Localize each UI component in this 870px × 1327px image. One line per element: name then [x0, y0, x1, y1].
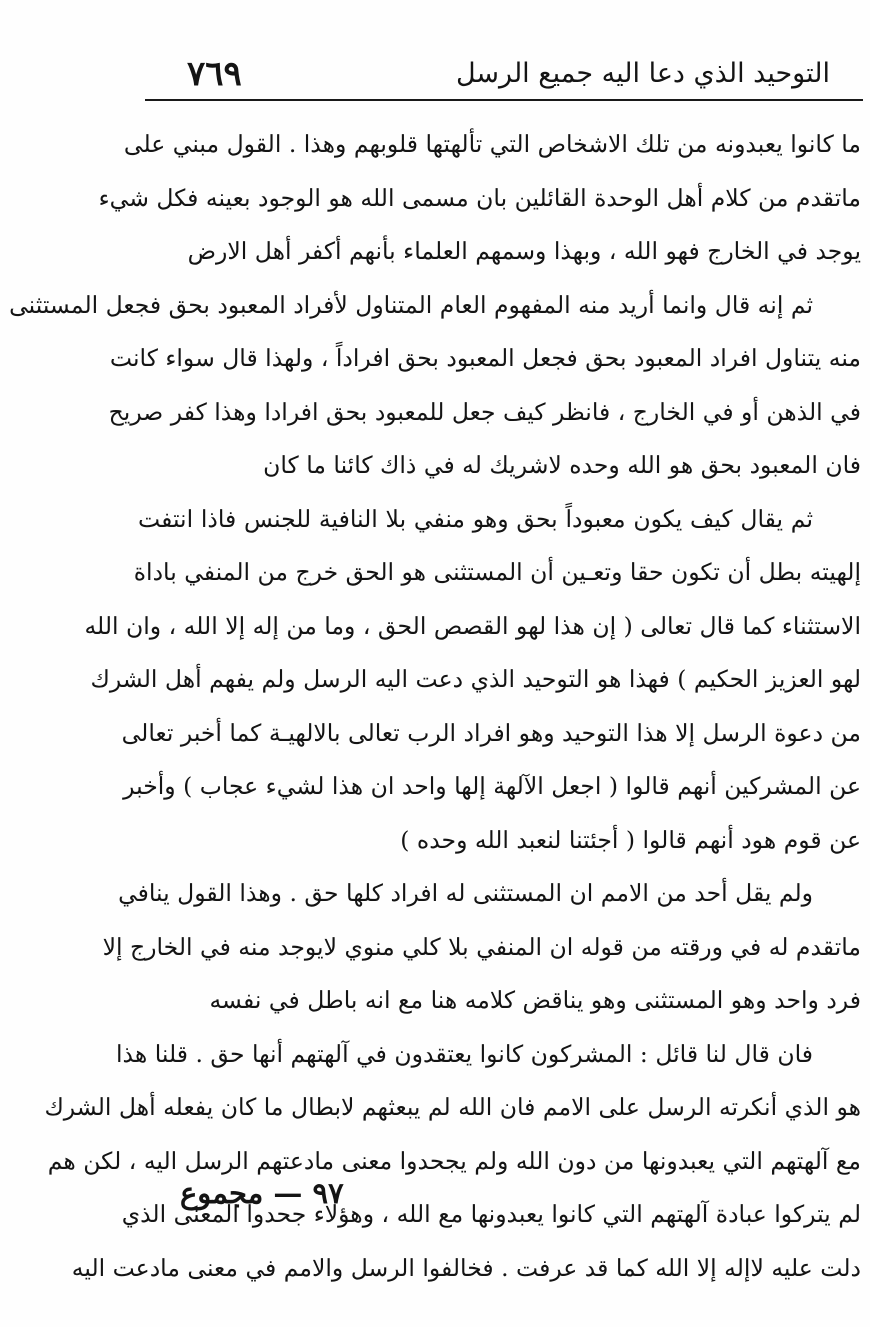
- text-line: هو الذي أنكرته الرسل على الامم فان الله لم يبعثهم لابطال ما كان يفعله أهل الشرك: [44, 1093, 861, 1121]
- text-line: من دعوة الرسل إلا هذا التوحيد وهو افراد الرب تعالى بالالهيـة كما أخبر تعالى: [121, 718, 861, 747]
- text-line: عن قوم هود أنهم قالوا ( أجئتنا لنعبد الله وحده ): [400, 825, 861, 854]
- text-line: إلهيته بطل أن تكون حقا وتعـين أن المستثنى هو الحق خرج من المنفي باداة: [133, 558, 861, 586]
- body-text: [9, 118, 861, 1295]
- text-line: ولم يقل أحد من الامم ان المستثنى له افراد كلها حق . وهذا القول ينافي: [118, 879, 813, 907]
- text-line: مع آلهتهم التي يعبدونها من دون الله ولم يجحدوا معنى مادعتهم الرسل اليه ، لكن هم: [47, 1146, 861, 1175]
- text-line: دلت عليه لاإله إلا الله كما قد عرفت . فخالفوا الرسل والامم في معنى مادعت اليه: [71, 1253, 861, 1282]
- text-line: عن المشركين أنهم قالوا ( اجعل الآلهة إلها واحد ان هذا لشيء عجاب ) وأخبر: [123, 772, 861, 800]
- text-line: ثم إنه قال وانما أريد منه المفهوم العام المتناول لأفراد المعبود بحق فجعل المستثنى: [9, 290, 813, 319]
- text-line: لهو العزيز الحكيم ) فهذا هو التوحيد الذي دعت اليه الرسل ولم يفهم أهل الشرك: [90, 665, 861, 693]
- text-line: ثم يقال كيف يكون معبوداً بحق وهو منفي بلا النافية للجنس فاذا انتفت: [138, 504, 813, 533]
- text-line: فرد واحد وهو المستثنى وهو يناقض كلامه هنا مع انه باطل في نفسه: [209, 986, 861, 1014]
- text-line: ماتقدم له في ورقته من قوله ان المنفي بلا كلي منوي لايوجد منه في الخارج إلا: [102, 932, 861, 961]
- text-line: الاستثناء كما قال تعالى ( إن هذا لهو القصص الحق ، وما من إله إلا الله ، وان الله: [84, 611, 861, 640]
- page-number: ٧٦٩: [187, 54, 242, 94]
- text-line: فان قال لنا قائل : المشركون كانوا يعتقدون في آلهتهم أنها حق . قلنا هذا: [116, 1039, 813, 1068]
- text-line: لم يتركوا عبادة آلهتهم التي كانوا يعبدونها مع الله ، وهؤلاء جحدوا المعنى الذي: [121, 1200, 861, 1228]
- running-title: التوحيد الذي دعا اليه جميع الرسل: [455, 58, 830, 89]
- page-header: [145, 48, 860, 100]
- text-line: ما كانوا يعبدونه من تلك الاشخاص التي تألهتها قلوبهم وهذا . القول مبني على: [123, 130, 861, 158]
- text-line: في الذهن أو في الخارج ، فانظر كيف جعل للمعبود بحق افرادا وهذا كفر صريح: [108, 397, 861, 426]
- footer-signature: ٩٧ — مجموع: [180, 1176, 344, 1210]
- text-line: فان المعبود بحق هو الله وحده لاشريك له في ذاك كائنا ما كان: [263, 451, 861, 479]
- text-line: يوجد في الخارج فهو الله ، وبهذا وسمهم العلماء بأنهم أكفر أهل الارض: [187, 237, 861, 265]
- header-rule: [145, 99, 863, 101]
- text-line: منه يتناول افراد المعبود بحق فجعل المعبود بحق افراداً ، ولهذا قال سواء كانت: [109, 344, 861, 372]
- text-line: ماتقدم من كلام أهل الوحدة القائلين بان مسمى الله هو الوجود بعينه فكل شيء: [98, 183, 861, 212]
